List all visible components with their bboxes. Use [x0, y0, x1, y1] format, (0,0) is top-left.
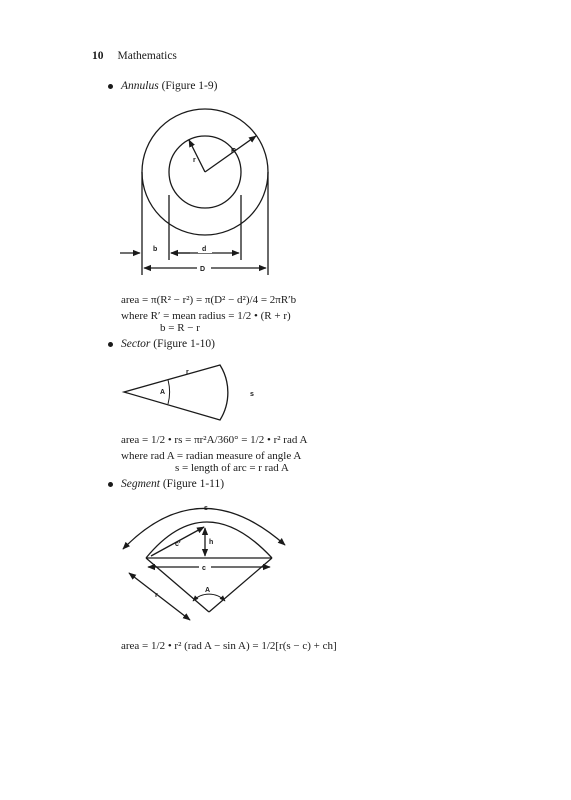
sector-outline: [124, 365, 228, 420]
segment-heading: [108, 478, 224, 490]
annulus-b-line: b = R − r: [160, 322, 200, 334]
bullet-icon: [108, 482, 113, 487]
sector-area-formula: area = 1/2 • rs = πr²A/360° = 1/2 • r² rad A: [121, 434, 308, 446]
annulus-name: Annulus: [121, 80, 159, 92]
bullet-icon: [108, 342, 113, 347]
label-d: d: [202, 246, 207, 253]
label-D: D: [200, 266, 206, 273]
segment-label-A: A: [205, 587, 211, 594]
label-b: b: [153, 246, 158, 253]
angle-A-arc: [193, 594, 225, 601]
segment-label-c: c: [202, 565, 206, 572]
sector-name: Sector: [121, 338, 151, 350]
sector-s-line: s = length of arc = r rad A: [175, 462, 289, 474]
sector-figure-ref: (Figure 1-10): [153, 338, 215, 350]
s-arc-dimension: [123, 508, 285, 549]
page-number: 10: [92, 50, 104, 62]
radius-right: [209, 558, 272, 612]
segment-figure-ref: (Figure 1-11): [162, 478, 225, 490]
segment-label-s: s: [204, 505, 208, 512]
segment-label-h: h: [209, 539, 214, 546]
angle-arc: [168, 380, 170, 404]
annulus-figure-ref: (Figure 1-9): [161, 80, 218, 92]
segment-area-formula: area = 1/2 • r² (rad A − sin A) = 1/2[r(s − c) + ch]: [121, 640, 337, 652]
radius-r-line: [189, 140, 205, 172]
sector-where-line: where rad A = radian measure of angle A: [121, 450, 302, 462]
annulus-figure: [120, 109, 268, 275]
segment-name: Segment: [121, 478, 160, 490]
annulus-where-line: where R′ = mean radius = 1/2 • (R + r): [121, 310, 291, 322]
segment-label-c-prime: c′: [175, 541, 181, 548]
segment-label-r: r: [155, 592, 158, 599]
sector-heading: [108, 338, 215, 350]
annulus-area-formula: area = π(R² − r²) = π(D² − d²)/4 = 2πR′b: [121, 294, 297, 306]
sector-label-A: A: [160, 389, 166, 396]
r-dimension: [129, 573, 190, 620]
sector-figure: [124, 365, 228, 420]
running-title: Mathematics: [117, 50, 177, 62]
label-r: r: [193, 157, 196, 164]
sector-label-r: r: [186, 369, 189, 376]
sector-label-s: s: [250, 391, 254, 398]
label-R: R: [231, 148, 237, 155]
